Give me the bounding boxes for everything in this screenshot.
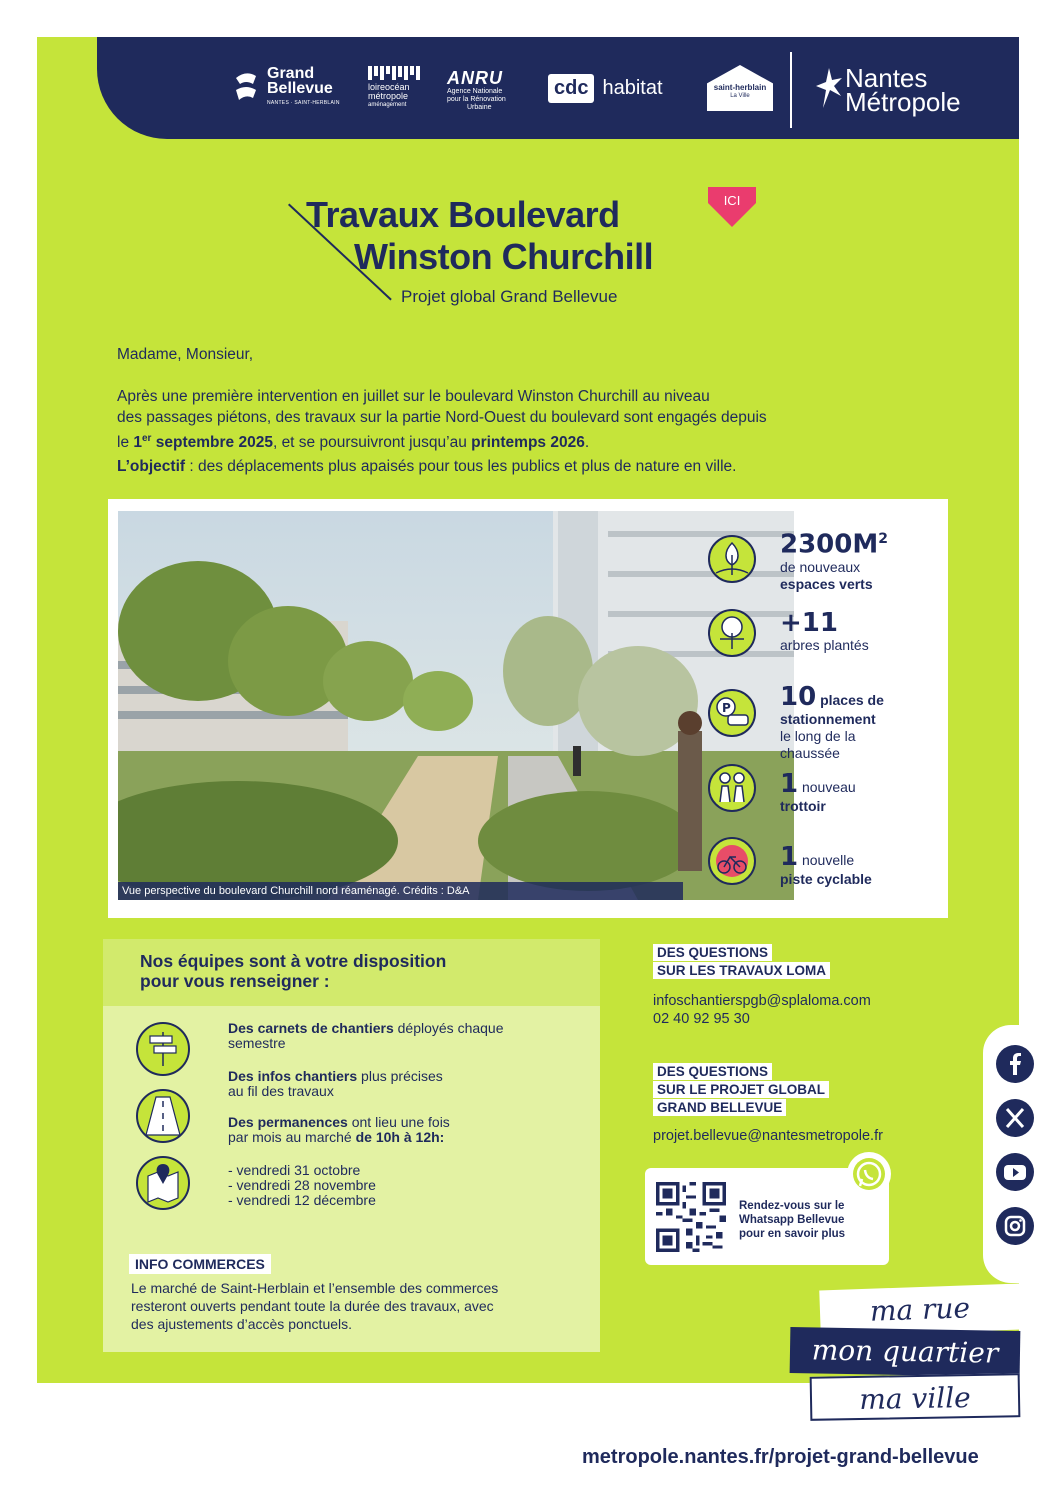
logo-text: aménagement xyxy=(368,102,407,108)
info-item-text: déployés chaque xyxy=(393,1020,504,1036)
logo-text: Agence Nationale xyxy=(447,88,503,95)
stat-label-bold: stationnement xyxy=(780,711,876,727)
whatsapp-line: Whatsapp Bellevue xyxy=(739,1214,845,1226)
logo-text: Nantes xyxy=(845,63,928,93)
questions-loma xyxy=(653,944,871,1028)
logo-text: Urbaine xyxy=(467,104,492,111)
objective-text: : des déplacements plus apaisés pour tous les publics et plus de nature en ville. xyxy=(185,458,737,475)
ici-badge xyxy=(708,187,756,227)
letter-text: . xyxy=(584,434,590,452)
stat-label: arbres plantés xyxy=(780,637,869,653)
start-date-day: 1 xyxy=(133,434,142,452)
tree-icon xyxy=(708,535,756,583)
commerce-line: resteront ouverts pendant toute la durée des travaux, avec xyxy=(131,1298,494,1314)
stat-label-bold: places de xyxy=(820,692,884,708)
info-item-carnets xyxy=(228,1021,568,1051)
info-title xyxy=(140,951,446,991)
instagram-icon[interactable] xyxy=(996,1207,1034,1245)
logo-text: ANRU xyxy=(447,68,503,88)
road-icon xyxy=(136,1089,190,1143)
stat-text xyxy=(780,525,940,593)
info-item-text: par mois au marché xyxy=(228,1129,356,1145)
logo-text: NANTES · SAINT-HERBLAIN xyxy=(267,100,340,106)
signpost-icon xyxy=(136,1022,190,1076)
info-title-line: pour vous renseigner : xyxy=(140,971,330,991)
logo-text: La Ville xyxy=(730,93,750,99)
ici-badge-label: ICI xyxy=(723,193,741,208)
info-item-bold: Des permanences xyxy=(228,1114,348,1130)
info-item-text: plus précises xyxy=(357,1068,443,1084)
planted-tree-icon xyxy=(708,609,756,657)
info-item-bold: de 10h à 12h: xyxy=(355,1129,445,1145)
loire-ocean-bars-icon xyxy=(368,66,420,80)
whatsapp-text xyxy=(739,1199,879,1241)
loma-phone-link[interactable]: 02 40 92 95 30 xyxy=(653,1011,750,1027)
logo-text: cdc xyxy=(548,74,594,103)
social-links xyxy=(983,1025,1058,1283)
title-block xyxy=(288,195,768,325)
grand-bellevue-mark-icon xyxy=(233,70,259,104)
stat-value: 1 xyxy=(780,769,799,799)
letter-paragraph-1 xyxy=(117,386,877,453)
boulevard-illustration xyxy=(118,511,794,900)
logo-text: Métropole xyxy=(845,87,961,117)
logo-text: Bellevue xyxy=(267,80,333,97)
page-title-line2: Winston Churchill xyxy=(354,236,654,277)
bicycle-icon xyxy=(708,837,756,885)
letter-text: , et se poursuivront jusqu’au xyxy=(272,434,472,452)
logo-text: métropole xyxy=(368,91,409,101)
page-title-line1: Travaux Boulevard xyxy=(306,194,620,235)
date-item: - vendredi 12 décembre xyxy=(228,1192,376,1208)
footer-url-link[interactable]: metropole.nantes.fr/projet-grand-bellevue xyxy=(582,1446,979,1468)
info-item-bold: Des infos chantiers xyxy=(228,1068,358,1084)
whatsapp-line: pour en savoir plus xyxy=(739,1228,846,1240)
project-visual-card xyxy=(108,499,948,918)
info-commerces-text xyxy=(131,1279,581,1333)
date-item: - vendredi 28 novembre xyxy=(228,1177,376,1193)
letter-greeting: Madame, Monsieur, xyxy=(117,346,254,363)
svg-text:P: P xyxy=(722,701,731,715)
stat-label: le long de la xyxy=(780,728,856,744)
anru-logo xyxy=(447,68,506,112)
stat-text xyxy=(780,683,940,762)
grand-bellevue-logo xyxy=(235,66,340,111)
stat-value-exponent: 2 xyxy=(878,531,888,547)
questions-tag: SUR LE PROJET GLOBAL xyxy=(653,1081,829,1098)
parking-icon xyxy=(708,689,756,737)
start-date xyxy=(133,434,273,451)
logo-text: Grand xyxy=(267,65,315,82)
pedestrians-icon xyxy=(708,764,756,812)
questions-pgb xyxy=(653,1063,883,1145)
stat-value: 1 xyxy=(780,842,799,872)
pgb-email-link[interactable]: projet.bellevue@nantesmetropole.fr xyxy=(653,1128,883,1144)
questions-tag: DES QUESTIONS xyxy=(653,1063,772,1080)
slogan-line-1: ma rue xyxy=(819,1284,1020,1337)
info-item-permanences xyxy=(228,1115,568,1145)
stat-value xyxy=(780,525,940,559)
info-item-bold: Des carnets de chantiers xyxy=(228,1020,394,1036)
letter-line xyxy=(117,428,877,453)
stat-value: 10 xyxy=(780,682,817,712)
letter-line: Après une première intervention en juillet sur le boulevard Winston Churchill au niveau xyxy=(117,388,710,405)
stat-label-bold: espaces verts xyxy=(780,575,873,592)
photo-caption: Vue perspective du boulevard Churchill nord réaménagé. Crédits : D&A xyxy=(118,882,683,900)
commerce-line: Le marché de Saint-Herblain et l’ensemble des commerces xyxy=(131,1280,499,1296)
objective-label: L’objectif xyxy=(117,458,186,475)
date-item: - vendredi 31 octobre xyxy=(228,1162,361,1178)
youtube-icon[interactable] xyxy=(996,1153,1034,1191)
boulevard-perspective-image xyxy=(118,511,794,900)
info-item-text: semestre xyxy=(228,1035,286,1051)
letter-text: le xyxy=(117,434,134,452)
saint-herblain-logo xyxy=(707,65,773,111)
header-divider xyxy=(790,52,792,128)
end-date: printemps 2026 xyxy=(471,434,585,452)
stat-value: +11 xyxy=(780,608,838,638)
stat-value-number: 2300M xyxy=(780,529,879,560)
stat-text xyxy=(780,843,940,888)
logo-text: loireocéan xyxy=(368,82,410,92)
stat-label: chaussée xyxy=(780,745,840,761)
qr-code-icon[interactable] xyxy=(656,1182,726,1252)
nantes-metropole-logo xyxy=(815,63,961,117)
start-date-ordinal: er xyxy=(142,433,152,444)
questions-tag: GRAND BELLEVUE xyxy=(653,1099,786,1116)
stat-label: nouveau xyxy=(801,779,856,795)
map-pin-icon xyxy=(136,1156,190,1210)
stat-text xyxy=(780,770,940,815)
stat-label-bold: trottoir xyxy=(780,798,826,814)
commerce-line: des ajustements d’accès ponctuels. xyxy=(131,1316,353,1332)
start-date-month: septembre 2025 xyxy=(151,434,273,452)
team-info-box xyxy=(103,939,600,1352)
whatsapp-icon[interactable] xyxy=(847,1152,891,1196)
logo-text: saint-herblain xyxy=(713,83,767,92)
logo-text: habitat xyxy=(602,76,663,99)
info-item-text: ont lieu une fois xyxy=(347,1114,450,1130)
loire-ocean-logo xyxy=(368,66,420,110)
questions-tag: DES QUESTIONS xyxy=(653,944,772,961)
x-twitter-icon[interactable] xyxy=(996,1099,1034,1137)
whatsapp-line: Rendez-vous sur le xyxy=(739,1200,845,1212)
stat-label-bold: piste cyclable xyxy=(780,871,872,887)
letter-paragraph-2 xyxy=(117,456,877,477)
slogan-line-2: mon quartier xyxy=(790,1327,1021,1377)
permanence-dates xyxy=(228,1163,568,1208)
questions-tag: SUR LES TRAVAUX LOMA xyxy=(653,962,830,979)
logo-text: pour la Rénovation xyxy=(447,96,506,103)
slogan-line-3: ma ville xyxy=(810,1373,1021,1421)
stat-label: de nouveaux xyxy=(780,558,861,575)
stat-text xyxy=(780,609,940,654)
info-item-text: au fil des travaux xyxy=(228,1083,334,1099)
info-title-line: Nos équipes sont à votre disposition xyxy=(140,951,447,971)
info-commerces-tag: INFO COMMERCES xyxy=(129,1254,271,1274)
info-item-infos xyxy=(228,1069,568,1099)
stat-label: nouvelle xyxy=(801,852,855,868)
letter-line: des passages piétons, des travaux sur la partie Nord-Ouest du boulevard sont engagés depuis xyxy=(117,409,767,426)
page-subtitle: Projet global Grand Bellevue xyxy=(401,287,618,306)
nantes-star-icon xyxy=(815,66,843,110)
cdc-habitat-logo xyxy=(548,70,663,106)
loma-email-link[interactable]: infoschantierspgb@splaloma.com xyxy=(653,993,871,1009)
facebook-icon[interactable] xyxy=(996,1045,1034,1083)
